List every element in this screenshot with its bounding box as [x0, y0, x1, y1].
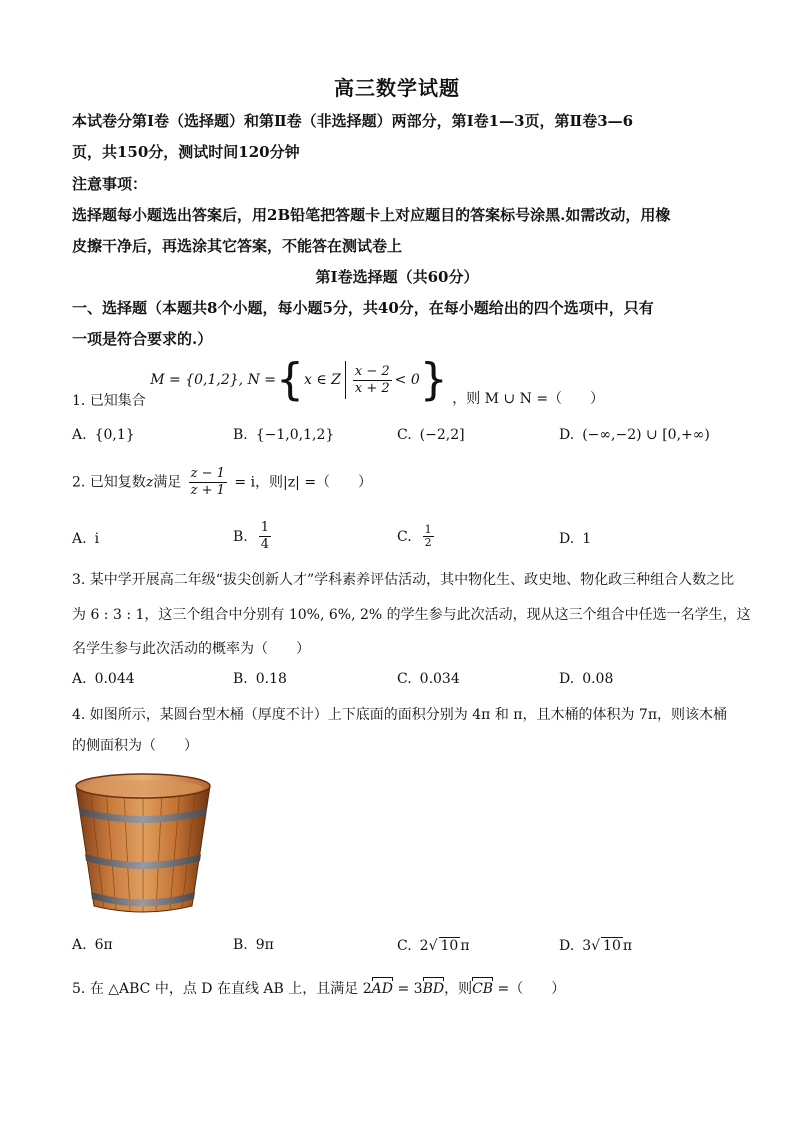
q4-option-b: B. 9π	[233, 937, 274, 953]
q1-option-c: C. (−2,2]	[397, 427, 465, 443]
q2-option-b: B. $\frac{1}{4}$	[233, 520, 270, 552]
q2-ask: ，则|z| =（ ）	[255, 474, 373, 491]
q3-line-3: 名学生参与此次活动的概率为（ ）	[72, 641, 310, 657]
q2-option-a: A. i	[72, 531, 100, 547]
q1-frac-den: x + 2	[354, 380, 390, 396]
q1-option-b: B. {−1,0,1,2}	[233, 427, 335, 443]
q3-option-b: B. 0.18	[233, 671, 287, 687]
q2-frac-den: z + 1	[190, 483, 225, 498]
exam-title: 高三数学试题	[334, 76, 460, 100]
notice-line-1: 选择题每小题选出答案后，用2B铅笔把答题卡上对应题目的答案标号涂黑.如需改动，用橡	[72, 206, 671, 224]
q2-fraction	[189, 466, 227, 499]
q2-frac-num: z − 1	[190, 466, 225, 481]
q5-lead: 在 △ABC 中，点 D 在直线 AB 上，且满足	[89, 981, 359, 997]
q3-line-1: 3. 某中学开展高二年级“拔尖创新人才”学科素养评估活动，其中物化生、政史地、物化政三种组合人数之比	[72, 572, 735, 588]
right-brace-icon: }	[419, 354, 448, 405]
intro-line-2: 页，共150分，测试时间120分钟	[72, 143, 300, 161]
section-line-1: 一、选择题（本题共8个小题，每小题5分，共40分，在每小题给出的四个选项中，只有	[72, 299, 654, 317]
q5-vector-ad: AD	[371, 981, 393, 997]
q1-ask: ，则 M ∪ N =（ ）	[452, 391, 605, 407]
q4-option-c: C. 2√ 10 π	[397, 938, 470, 954]
q1-lead: 已知集合	[89, 393, 146, 409]
q1-number: 1.	[72, 393, 86, 409]
q1-option-d: D. (−∞,−2) ∪ [0,+∞)	[559, 427, 710, 443]
question-1	[72, 354, 605, 409]
q4-line-2: 的侧面积为（ ）	[72, 738, 198, 754]
q5-ask: =（ ）	[497, 981, 566, 997]
q5-number: 5.	[72, 981, 86, 997]
q1-set-m: M = {0,1,2}, N =	[150, 372, 276, 388]
q4-line-1: 4. 如图所示，某圆台型木桶（厚度不计）上下底面的面积分别为 4π 和 π，且木桶的体积为 7π，则该木桶	[72, 707, 728, 723]
q1-frac-num: x − 2	[354, 363, 390, 379]
q5-vector-bd: BD	[422, 981, 445, 997]
q2-eq: = i	[234, 474, 256, 491]
q2-var: z	[145, 474, 154, 491]
q1-fraction	[353, 364, 392, 397]
sqrt-radical-icon: √	[428, 938, 438, 954]
wooden-bucket-image	[74, 772, 212, 914]
q2-option-d: D. 1	[559, 531, 592, 547]
q1-set-inner: x ∈ Z	[304, 372, 341, 388]
q4-option-a: A. 6π	[72, 937, 113, 953]
q3-line-2: 为 6 : 3 : 1，这三个组合中分别有 10%, 6%, 2% 的学生参与此次活动，现从这三个组合中任选一名学生，这	[72, 607, 751, 623]
question-5: 5. 在 △ABC 中，点 D 在直线 AB 上，且满足 2AD = 3BD，则CB =（ ）	[72, 981, 566, 997]
q1-set-expression	[150, 354, 448, 405]
intro-line-1: 本试卷分第Ⅰ卷（选择题）和第Ⅱ卷（非选择题）两部分，第Ⅰ卷1—3页，第Ⅱ卷3—6	[72, 112, 634, 130]
q2-option-c: C. $\frac{1}{2}$	[397, 523, 432, 549]
q2-number: 2.	[72, 474, 86, 491]
q3-option-d: D. 0.08	[559, 671, 614, 687]
q1-option-a: A. {0,1}	[72, 427, 135, 443]
section-line-2: 一项是符合要求的.）	[72, 330, 213, 348]
question-2	[72, 466, 372, 499]
q2-lead: 已知复数	[89, 474, 146, 491]
q4-option-d: D. 3√ 10 π	[559, 938, 633, 954]
q2-mid: 满足	[153, 474, 182, 491]
q3-option-a: A. 0.044	[72, 671, 135, 687]
notice-line-2: 皮擦干净后，再选涂其它答案，不能答在测试卷上	[72, 237, 403, 255]
q1-cond: < 0	[394, 372, 420, 388]
left-brace-icon: {	[276, 354, 304, 405]
q3-option-c: C. 0.034	[397, 671, 460, 687]
set-bar-divider	[345, 361, 346, 399]
notice-heading: 注意事项：	[72, 175, 148, 193]
part-title: 第Ⅰ卷选择题（共60分）	[315, 268, 479, 286]
q5-vector-cb: CB	[472, 981, 494, 997]
sqrt-radical-icon: √	[591, 938, 601, 954]
